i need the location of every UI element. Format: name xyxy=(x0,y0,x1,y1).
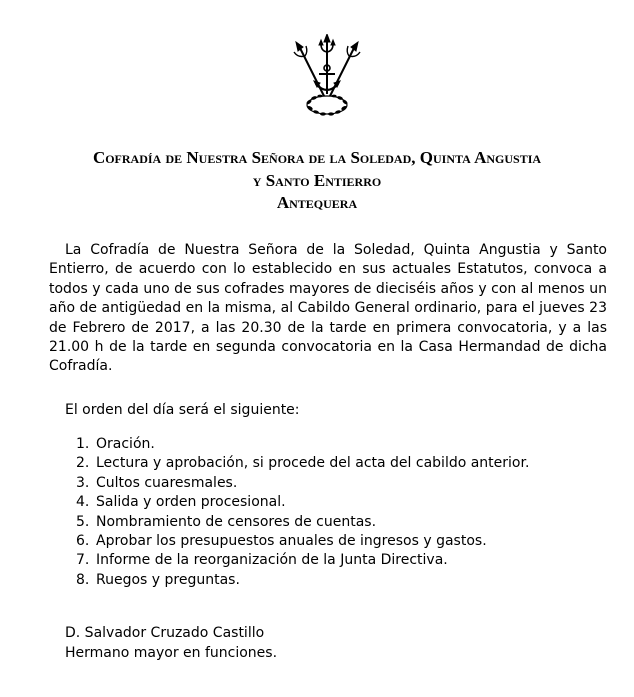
heading-line-2: y Santo Entierro xyxy=(252,171,382,190)
signatory-name: D. Salvador Cruzado Castillo xyxy=(65,625,265,641)
convocation-paragraph: La Cofradía de Nuestra Señora de la Soledad, Quinta Angustia y Santo Entierro, de acuerdo con lo establecido en sus actuales Estatutos, convoca a todos y cada uno de sus cofrades mayores de dieciséis años y con al menos un año de antigüedad en la misma, al Cabildo General ordinario, para el jueves 23 de Febrero de 2017, a las 20.30 de la tarde en primera convocatoria, y a las 21.00 h de la tarde en segunda convocatoria en la Casa Hermandad de dicha Cofradía. xyxy=(49,242,607,375)
agenda-item-number: 3. xyxy=(76,474,90,491)
agenda-item-text: Aprobar los presupuestos anuales de ingresos y gastos. xyxy=(96,532,487,549)
agenda-item-number: 2. xyxy=(76,455,90,472)
brotherhood-emblem-icon xyxy=(290,34,364,118)
agenda-item-number: 7. xyxy=(76,552,90,569)
agenda-item-number: 1. xyxy=(76,436,90,452)
agenda-item xyxy=(66,513,529,532)
agenda-item-number: 6. xyxy=(76,532,90,549)
agenda-item xyxy=(66,551,529,570)
agenda-item xyxy=(66,571,529,590)
heading-line-3: Antequera xyxy=(276,193,358,212)
agenda-item xyxy=(66,532,529,551)
agenda-item-number: 5. xyxy=(76,513,90,530)
agenda-list xyxy=(66,435,529,590)
heading-line-1: Cofradía de Nuestra Señora de la Soledad, Quinta Angustia xyxy=(92,148,542,167)
agenda-item xyxy=(66,474,529,493)
agenda-intro: El orden del día será el siguiente: xyxy=(65,402,300,418)
agenda-item xyxy=(66,493,529,512)
agenda-item-text: Oración. xyxy=(96,436,155,452)
agenda-item-text: Lectura y aprobación, si procede del acta del cabildo anterior. xyxy=(96,455,530,472)
agenda-item-text: Nombramiento de censores de cuentas. xyxy=(96,513,377,530)
agenda-item-number: 8. xyxy=(76,571,90,588)
agenda-item-text: Ruegos y preguntas. xyxy=(96,571,240,588)
signatory-role: Hermano mayor en funciones. xyxy=(65,645,278,661)
agenda-item-text: Informe de la reorganización de la Junta Directiva. xyxy=(96,552,448,569)
agenda-item-text: Cultos cuaresmales. xyxy=(96,474,238,491)
agenda-item xyxy=(66,454,529,473)
agenda-item-number: 4. xyxy=(76,494,90,511)
agenda-item xyxy=(66,435,529,454)
agenda-item-text: Salida y orden procesional. xyxy=(96,494,286,511)
